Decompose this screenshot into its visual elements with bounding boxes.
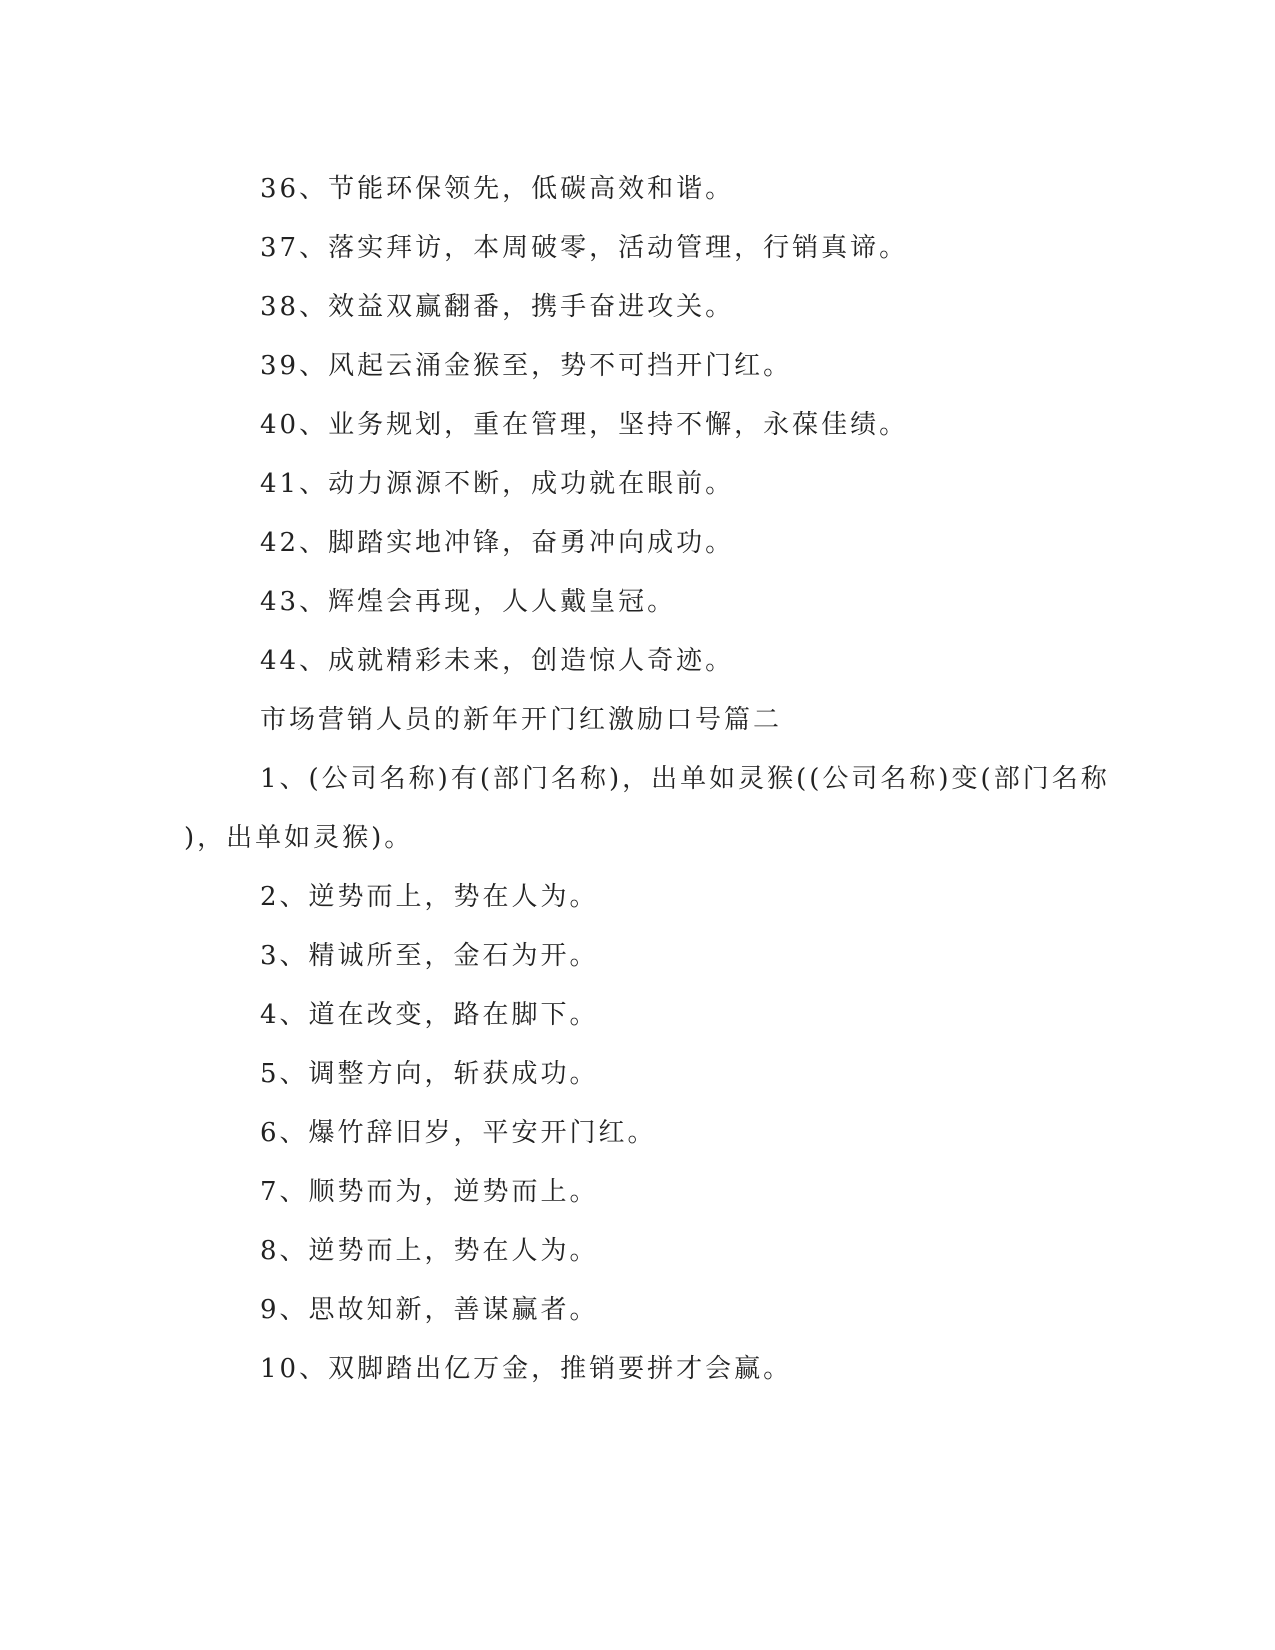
slogan-40: 40、业务规划，重在管理，坚持不懈，永葆佳绩。 xyxy=(260,410,909,440)
slogan-2: 2、逆势而上，势在人为。 xyxy=(260,882,599,912)
slogan-4: 4、道在改变，路在脚下。 xyxy=(260,1000,599,1030)
section-heading: 市场营销人员的新年开门红激励口号篇二 xyxy=(260,705,783,735)
slogan-8: 8、逆势而上，势在人为。 xyxy=(260,1236,599,1266)
slogan-7: 7、顺势而为，逆势而上。 xyxy=(260,1177,599,1207)
slogan-42: 42、脚踏实地冲锋，奋勇冲向成功。 xyxy=(260,528,735,558)
slogan-39: 39、风起云涌金猴至，势不可挡开门红。 xyxy=(260,351,793,381)
slogan-3: 3、精诚所至，金石为开。 xyxy=(260,941,599,971)
slogan-5: 5、调整方向，斩获成功。 xyxy=(260,1059,599,1089)
slogan-37: 37、落实拜访，本周破零，活动管理，行销真谛。 xyxy=(260,233,909,263)
slogan-1-continuation: )，出单如灵猴)。 xyxy=(184,823,414,853)
slogan-38: 38、效益双赢翻番，携手奋进攻关。 xyxy=(260,292,735,322)
slogan-10: 10、双脚踏出亿万金，推销要拼才会赢。 xyxy=(260,1354,793,1384)
slogan-41: 41、动力源源不断，成功就在眼前。 xyxy=(260,469,735,499)
slogan-9: 9、思故知新，善谋赢者。 xyxy=(260,1295,599,1325)
slogan-6: 6、爆竹辞旧岁，平安开门红。 xyxy=(260,1118,657,1148)
slogan-44: 44、成就精彩未来，创造惊人奇迹。 xyxy=(260,646,735,676)
slogan-43: 43、辉煌会再现，人人戴皇冠。 xyxy=(260,587,677,617)
slogan-36: 36、节能环保领先，低碳高效和谐。 xyxy=(260,174,735,204)
slogan-1: 1、(公司名称)有(部门名称)，出单如灵猴((公司名称)变(部门名称 xyxy=(260,764,1110,794)
